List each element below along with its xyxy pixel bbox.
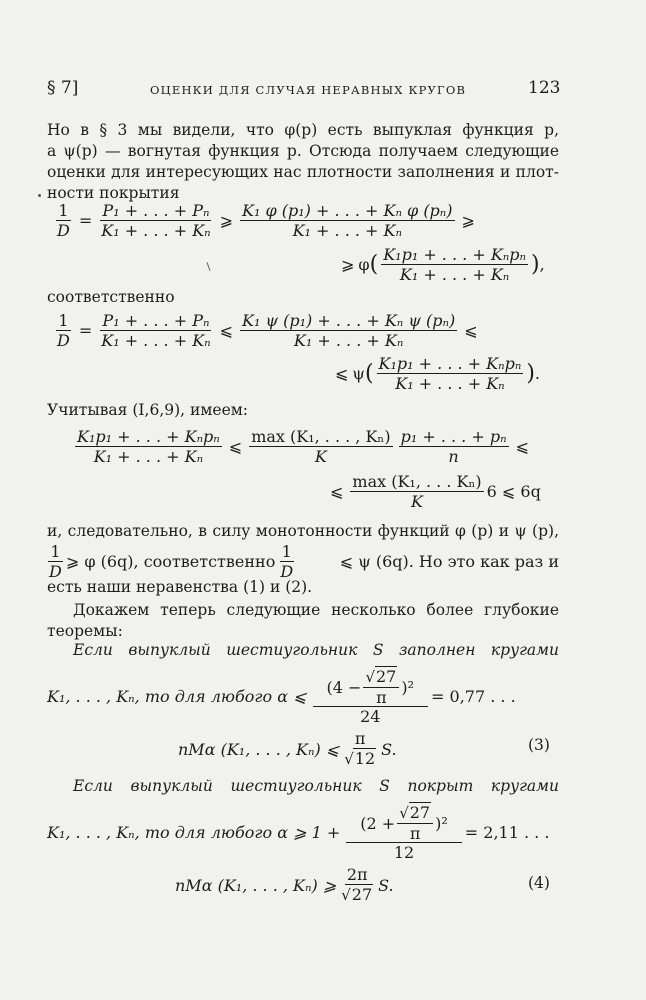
eq3-l2-den: K: [411, 492, 423, 511]
thm1-frac-den-value: 12: [354, 749, 376, 768]
thm2-num-close: )²: [435, 813, 448, 833]
eq2-psi: ψ: [352, 364, 365, 383]
eq1-fraction-2: [240, 202, 455, 239]
eq3-leq-2: ⩽: [515, 437, 529, 456]
eq3-fraction-3: [399, 428, 509, 465]
eq1-f1-den: K₁ + . . . + Kₙ: [101, 221, 211, 240]
equation-label-3: (3): [528, 736, 550, 754]
thm2-ineq-lhs: nMα (K₁, . . . , Kₙ) ⩾: [175, 875, 337, 895]
eq3-f1-den: K₁ + . . . + Kₙ: [93, 447, 204, 466]
eq1-lhs-den: D: [57, 221, 70, 240]
eq3-f2-num: max (K₁, . . . , Kₙ): [251, 427, 391, 446]
eq2-l2-den: K₁ + . . . + Kₙ: [395, 374, 505, 393]
eq1-equals: =: [78, 211, 93, 230]
eq1-lhs-num: 1: [58, 201, 69, 220]
eq3-f3-num: p₁ + . . . + pₙ: [400, 427, 507, 446]
eq1-paren-close: ): [530, 251, 540, 277]
intro-line-4: ности покрытия: [47, 184, 180, 202]
thm1-rhs: = 0,77 . . .: [431, 687, 516, 706]
sqrt-sign: √: [341, 886, 351, 904]
prove-line-1: Докажем теперь следующие несколько более глубокие: [73, 601, 559, 619]
thm2-pi: π: [409, 824, 421, 843]
eq2-equals: =: [78, 321, 93, 340]
thm2-num: [346, 804, 462, 843]
eq2-lhs-num: 1: [58, 311, 69, 330]
eq2-f2-den: K₁ + . . . + Kₙ: [293, 331, 404, 350]
eq1-l2-num: K₁p₁ + . . . + Kₙpₙ: [383, 245, 526, 264]
thm1-ineq-end: S.: [381, 739, 397, 759]
eq2-fraction-1: [99, 312, 212, 349]
thm1-sqrt: [363, 668, 399, 688]
eq2-f1-den: K₁ + . . . + Kₙ: [101, 331, 211, 350]
eq1-comma: ,: [539, 255, 545, 274]
prove-line-2: теоремы:: [47, 622, 123, 640]
thm2-alpha-fraction: [346, 804, 462, 861]
considering-line: Учитывая (I,6,9), имеем:: [47, 401, 249, 419]
eq2-leq-3: ⩽: [335, 364, 349, 383]
thm1-num: [313, 668, 429, 707]
thm2-den: 12: [393, 843, 415, 862]
eq2-paren-open: (: [364, 360, 374, 386]
eq1-paren-open: (: [369, 251, 379, 277]
mono-line-3: есть наши неравенства (1) и (2).: [47, 578, 313, 596]
eq1-phi: φ: [358, 255, 370, 274]
thm2-frac-num: 2π: [346, 865, 368, 884]
thm1-sqrt-fraction: [363, 668, 399, 706]
thm1-ineq-lhs: nMα (K₁, . . . , Kₙ) ⩽: [178, 739, 340, 759]
eq2-l2-num: K₁p₁ + . . . + Kₙpₙ: [378, 354, 522, 373]
mono-line-2-left: [47, 543, 298, 580]
mono-line-1: и, следовательно, в силу монотонности функций φ (p) и ψ (p),: [47, 522, 559, 540]
eq1-f2-num: K₁ φ (p₁) + . . . + Kₙ φ (pₙ): [242, 201, 453, 220]
eq3-f2-den: K: [314, 447, 327, 466]
eq3-leq-1: ⩽: [228, 437, 243, 456]
eq1-geq-1: ⩾: [219, 211, 234, 230]
thm1-inequality: [178, 730, 397, 768]
eq1-fraction-1: [99, 202, 212, 239]
thm2-line-1: Если выпуклый шестиугольник S покрыт кругами: [73, 777, 559, 795]
thm2-sqrt: [397, 804, 433, 824]
word-respectively: соответственно: [47, 288, 175, 306]
thm1-line-2: [47, 668, 559, 725]
thm1-alpha-fraction: [313, 668, 429, 725]
eq2-leq-2: ⩽: [464, 321, 478, 340]
mono-frac-1: [47, 543, 64, 580]
thm1-num-close: )²: [401, 677, 415, 697]
sqrt-sign: √: [365, 668, 375, 686]
eq3-f3-den: n: [448, 447, 459, 466]
eq2-f1-num: P₁ + . . . + Pₙ: [102, 311, 210, 330]
eq2-f2-num: K₁ ψ (p₁) + . . . + Kₙ ψ (pₙ): [242, 311, 456, 330]
mono-f2-den: D: [280, 562, 294, 581]
mono-f1-den: D: [49, 562, 62, 581]
intro-line-1: Но в § 3 мы видели, что φ(p) есть выпуклая функция p,: [47, 121, 559, 139]
thm1-frac-num: π: [354, 729, 366, 748]
eq2-fraction-3: [377, 355, 524, 392]
eq1-geq-2: ⩾: [461, 211, 475, 230]
thm2-lhs: K₁, . . . , Kₙ, то для любого α ⩾ 1 +: [47, 823, 341, 842]
thm1-ineq-fraction: [342, 730, 378, 768]
print-mark: [206, 262, 210, 271]
eq1-l2-den: K₁ + . . . + Kₙ: [399, 265, 510, 284]
thm2-frac-den-value: 27: [351, 885, 373, 904]
thm2-frac-den: [339, 885, 375, 904]
intro-line-3: оценки для интересующих нас плотности заполнения и плот-: [47, 163, 559, 181]
eq2-leq-1: ⩽: [219, 321, 234, 340]
print-speck: [38, 194, 41, 197]
eq3-line2: [326, 473, 541, 510]
thm1-lhs: K₁, . . . , Kₙ, то для любого α ⩽: [47, 687, 307, 706]
eq1-line1: [52, 202, 479, 239]
eq3-fraction-2: [249, 428, 392, 465]
thm2-num-open: (2 +: [360, 813, 396, 833]
thm1-frac-den: [342, 749, 378, 768]
thm1-pi: π: [376, 688, 387, 707]
thm2-sqrt-value: 27: [409, 803, 431, 822]
thm1-line-1: Если выпуклый шестиугольник S заполнен кругами: [73, 641, 559, 659]
eq3-fraction-4: [350, 473, 483, 510]
thm1-den: 24: [360, 707, 381, 726]
eq2-paren-close: ): [526, 360, 535, 386]
thm1-sqrt-value: 27: [376, 667, 397, 686]
eq2-line2: [331, 355, 540, 392]
page-number: 123: [528, 78, 561, 98]
eq2-fraction-2: [240, 312, 457, 349]
eq1-f1-num: P₁ + . . . + Pₙ: [102, 201, 210, 220]
eq3-leq-3: ⩽: [330, 482, 344, 501]
section-marker: § 7]: [47, 78, 79, 98]
eq1-lhs-fraction: [55, 202, 72, 239]
thm1-num-open: (4 −: [326, 677, 362, 697]
sqrt-sign: √: [344, 750, 354, 768]
thm2-sqrt-fraction: [397, 804, 433, 842]
eq3-f1-num: K₁p₁ + . . . + Kₙpₙ: [77, 427, 220, 446]
eq2-lhs-fraction: [55, 312, 72, 349]
sqrt-sign: √: [399, 804, 409, 822]
eq1-geq-3: ⩾: [341, 255, 355, 274]
mono-frac-2: [278, 543, 295, 580]
mono-line-2: [47, 543, 559, 580]
equation-label-4: (4): [528, 874, 550, 892]
thm2-ineq-end: S.: [378, 875, 394, 895]
eq2-period: .: [534, 364, 541, 383]
eq3-l2-num: max (K₁, . . . Kₙ): [352, 472, 482, 491]
thm2-inequality: [175, 866, 394, 904]
eq1-fraction-3: [381, 246, 528, 283]
mono-part-1: ⩾ φ (6q), соответственно: [65, 552, 276, 571]
intro-line-2: а ψ(p) — вогнутая функция p. Отсюда получаем следующие: [47, 142, 559, 160]
thm2-line-2: [47, 804, 559, 861]
eq1-line2: [337, 246, 545, 283]
eq3-line1: [72, 428, 533, 465]
mono-part-2: ⩽ ψ (6q). Но это как раз и: [339, 552, 559, 571]
running-title: ОЦЕНКИ ДЛЯ СЛУЧАЯ НЕРАВНЫХ КРУГОВ: [150, 83, 467, 97]
mono-f1-num: 1: [50, 542, 61, 561]
thm2-rhs: = 2,11 . . .: [464, 823, 550, 842]
eq2-line1: [52, 312, 482, 349]
thm2-ineq-fraction: [339, 866, 375, 904]
mono-f2-num: 1: [281, 542, 292, 561]
eq1-f2-den: K₁ + . . . + Kₙ: [292, 221, 402, 240]
eq3-fraction-1: [75, 428, 222, 465]
eq2-lhs-den: D: [57, 331, 70, 350]
eq3-tail: 6 ⩽ 6q: [486, 482, 541, 501]
